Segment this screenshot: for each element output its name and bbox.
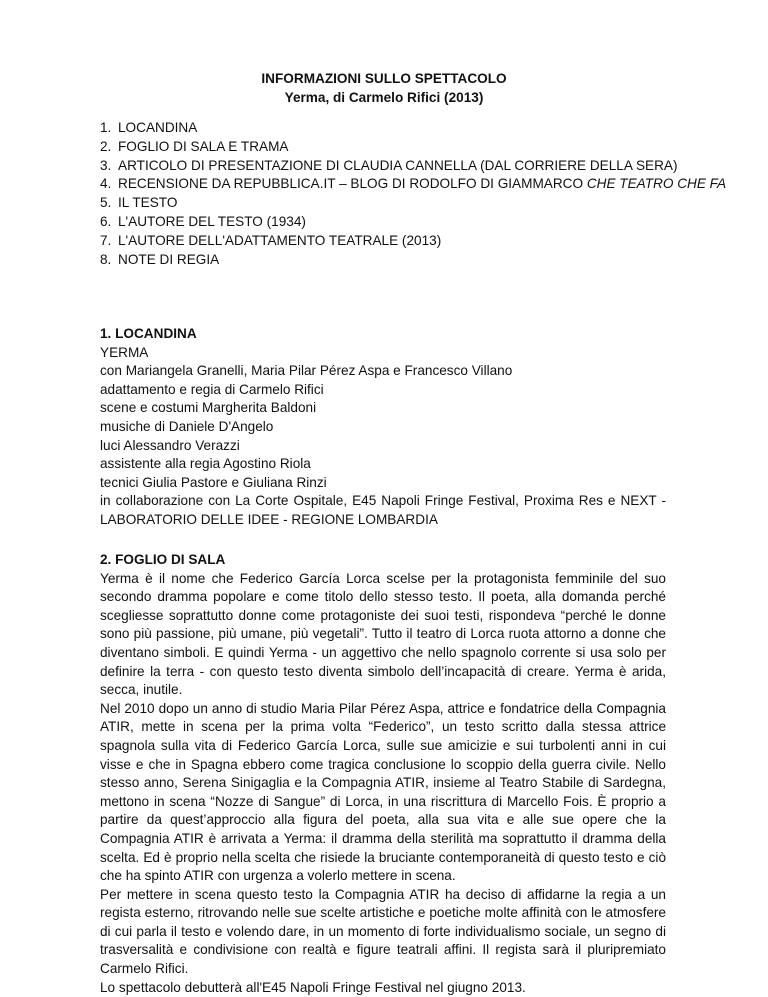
locandina-line: YERMA	[100, 344, 149, 360]
toc-text: L'AUTORE DELL'ADATTAMENTO TEATRALE (2013)	[118, 232, 442, 248]
paragraph: Lo spettacolo debutterà all'E45 Napoli Fringe Festival nel giugno 2013.	[100, 979, 526, 995]
toc-item	[100, 213, 726, 232]
locandina-line: musiche di Daniele D'Angelo	[100, 418, 274, 434]
section-title: 1. LOCANDINA	[100, 326, 197, 341]
document-title: INFORMAZIONI SULLO SPETTACOLO	[261, 71, 507, 86]
locandina-line: luci Alessandro Verazzi	[100, 437, 240, 453]
locandina-collaboration: in collaborazione con La Corte Ospitale, E45 Napoli Fringe Festival, Proxima Res e NEXT - LABORATORIO DELLE IDEE - REGIONE LOMBARDIA	[100, 493, 666, 527]
toc-number: 6.	[100, 213, 112, 229]
document-header	[0, 70, 768, 107]
toc-number: 8.	[100, 251, 112, 267]
document-subtitle: Yerma, di Carmelo Rifici (2013)	[284, 89, 484, 105]
locandina-line: con Mariangela Granelli, Maria Pilar Pérez Aspa e Francesco Villano	[100, 363, 513, 379]
toc-item	[100, 194, 726, 213]
section-locandina	[100, 325, 666, 530]
toc-text: L'AUTORE DEL TESTO (1934)	[118, 213, 306, 229]
toc-text-italic: CHE TEATRO CHE FA	[586, 176, 727, 192]
section-foglio-di-sala	[100, 551, 666, 997]
toc-number: 5.	[100, 195, 112, 211]
toc-item	[100, 119, 726, 138]
locandina-line: scene e costumi Margherita Baldoni	[100, 400, 317, 416]
toc-number: 4.	[100, 176, 112, 192]
toc-text: IL TESTO	[118, 195, 178, 211]
paragraph: Nel 2010 dopo un anno di studio Maria Pilar Pérez Aspa, attrice e fondatrice della Compagnia ATIR, mette in scena per la prima volta “Federico”, un testo scritto dalla stessa attrice spagnola sulla vita di Federico García Lorca, sulle sue amicizie e sui turbolenti anni in cui visse e che in Spagna ebbero come tragica conclusione lo scoppio della guerra civile. Nello stesso anno, Serena Sinigaglia e la Compagnia ATIR, insieme al Teatro Stabile di Sardegna, mettono in scena “Nozze di Sangue” di Lorca, in una riscrittura di Marcello Fois. È proprio a partire da quest’approccio alla figura del poeta, alla sua vita e alle sue opere che la Compagnia ATIR è arrivata a Yerma: il dramma della sterilità ma soprattutto il dramma della scelta. Ed è proprio nella scelta che risiede la bruciante contemporaneità di questo testo e ciò che ha spinto ATIR con urgenza a volerlo mettere in scena.	[100, 700, 666, 884]
locandina-line: tecnici Giulia Pastore e Giuliana Rinzi	[100, 474, 327, 490]
toc-text: ARTICOLO DI PRESENTAZIONE DI CLAUDIA CANNELLA (DAL CORRIERE DELLA SERA)	[118, 157, 678, 173]
toc-number: 3.	[100, 157, 112, 173]
toc-text: FOGLIO DI SALA E TRAMA	[118, 138, 289, 154]
locandina-line: adattamento e regia di Carmelo Rifici	[100, 381, 324, 397]
toc-number: 1.	[100, 120, 112, 135]
toc-item	[100, 232, 726, 251]
toc-text: NOTE DI REGIA	[118, 251, 220, 267]
locandina-line: assistente alla regia Agostino Riola	[100, 456, 311, 472]
section-title: 2. FOGLIO DI SALA	[100, 552, 226, 567]
table-of-contents	[100, 119, 726, 269]
toc-item	[100, 251, 726, 270]
toc-text	[118, 175, 726, 194]
toc-number: 2.	[100, 138, 112, 154]
toc-item	[100, 175, 726, 194]
toc-number: 7.	[100, 232, 112, 248]
toc-text-plain: RECENSIONE DA REPUBBLICA.IT – BLOG DI RODOLFO DI GIAMMARCO	[118, 176, 587, 192]
paragraph: Yerma è il nome che Federico García Lorca scelse per la protagonista femminile del suo secondo dramma popolare e come titolo dello stesso testo. Il poeta, alla domanda perché scegliesse soprattutto donne come protagoniste dei suoi testi, rispondeva “perché le donne sono più passione, più umane, più vegetali”. Tutto il teatro di Lorca ruota attorno a donne che diventano simboli. E quindi Yerma - un aggettivo che nello spagnolo corrente si usa solo per definire la terra - con questo testo diventa simbolo dell’incapacità di creare. Yerma è arida, secca, inutile.	[100, 570, 666, 698]
paragraph: Per mettere in scena questo testo la Compagnia ATIR ha deciso di affidarne la regia a un regista esterno, ritrovando nelle sue scelte artistiche e poetiche molte affinità con le atmosfere di cui parla il testo e volendo dare, in un momento di forte individualismo sociale, un segno di trasversalità e condivisione con realtà e figure teatrali affini. Il regista sarà il pluripremiato Carmelo Rifici.	[100, 886, 666, 977]
toc-item	[100, 157, 726, 176]
toc-item	[100, 138, 726, 157]
toc-text: LOCANDINA	[118, 120, 198, 135]
